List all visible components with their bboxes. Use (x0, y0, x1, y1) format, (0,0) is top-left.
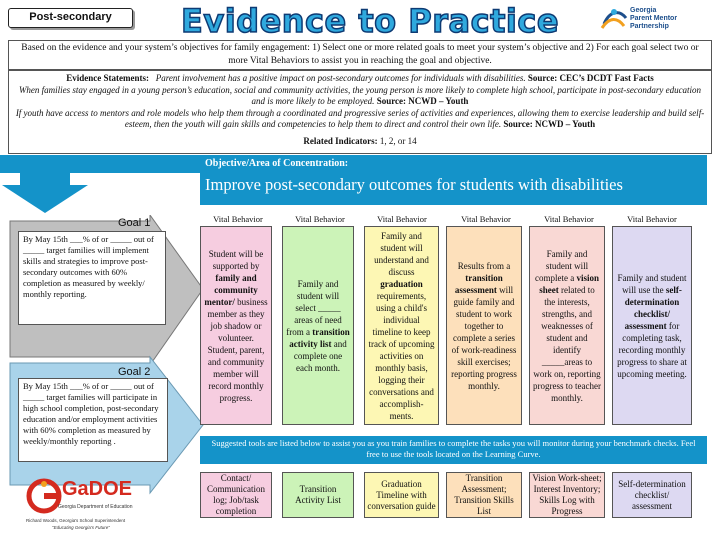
vital-behavior-2: Family and student will select _____ areas of need from a transition activity list and complete one each month. (282, 226, 354, 425)
tool-3: Graduation Timeline with conversation guide (364, 472, 439, 518)
page-title: Evidence to Practice (180, 2, 560, 40)
vital-behavior-5: Family and student will complete a vision sheet related to the interests, strengths, and weaknesses of student and identify _____areas to work on, reporting progress to teacher monthly. (529, 226, 605, 425)
vital-behavior-header-2: Vital Behavior (295, 214, 345, 224)
tool-4: Transition Assessment; Transition Skills List (446, 472, 522, 518)
goal-2-label: Goal 2 (118, 366, 151, 378)
evidence-statement-3: If youth have access to mentors and role models who help them through a coordinated and progressive series of activities and experiences, allowing them to exercise leadership and build self-esteem, then the youth will gain skills and competencies to help them to direct and control their own life. (15, 107, 705, 129)
related-indicators-label: Related Indicators: (303, 135, 378, 146)
partner-logo-icon (600, 6, 628, 34)
goal-1-label: Goal 1 (118, 217, 151, 229)
evidence-statement-1: Parent involvement has a positive impact on post-secondary outcomes for individuals with disabilities. (155, 73, 526, 83)
gadoe-logo (22, 470, 162, 540)
vital-behavior-header-1: Vital Behavior (213, 214, 263, 224)
related-indicators-value: 1, 2, or 14 (379, 135, 417, 146)
tool-6: Self-determination checklist/ assessment (612, 472, 692, 518)
partner-logo (600, 6, 715, 36)
vital-behavior-3: Family and student will understand and discuss graduation requirements, using a child's individual timeline to keep track of upcoming activities on monthly basis, logging their conversations and accomplish-ments. (364, 226, 439, 425)
objective-banner (200, 155, 707, 205)
vital-behavior-header-6: Vital Behavior (627, 214, 677, 224)
gadoe-logo-tagline: "Educating Georgia's Future" (52, 525, 110, 530)
partner-logo-line1: Georgia (630, 7, 657, 14)
vital-behavior-6: Family and student will use the self-determination checklist/ assessment for completing task, recording monthly progress to share at upcoming meeting. (612, 226, 692, 425)
evidence-statement-2: When families stay engaged in a young person’s education, social and community activities, the young person is more likely to complete high school, participate in post-secondary education and is more likely to be employed. (18, 84, 702, 106)
vital-behavior-1: Student will be supported by family and community mentor/ business member as they job shadow or volunteer. Student, parent, and community member will record monthly progress. (200, 226, 272, 425)
tool-5: Vision Work-sheet; Interest Inventory; Skills Log with Progress (529, 472, 605, 518)
vital-behavior-4: Results from a transition assessment will guide family and student to work together to complete a series of work-readiness skill exercises; reporting progress monthly. (446, 226, 522, 425)
tool-2: Transition Activity List (282, 472, 354, 518)
partner-logo-line2: Parent Mentor (630, 15, 678, 22)
evidence-source-1: Source: CEC’s DCDT Fast Facts (527, 73, 654, 83)
goal-2-text: By May 15th ___% of or _____ out of _____ target families will participate in high school completion, post-secondary education and/or employment activities with 60% completion as measured by weekly/monthly reporting . (18, 378, 168, 462)
section-tag: Post-secondary (8, 8, 133, 28)
vital-behavior-header-5: Vital Behavior (544, 214, 594, 224)
tools-banner: Suggested tools are listed below to assist you as you train families to complete the tasks you will monitor during your benchmark checks. Feel free to use the tools located on the Learning Curve. (200, 436, 707, 464)
evidence-source-3: Source: NCWD – Youth (503, 119, 596, 129)
gadoe-logo-line: Richard Woods, Georgia's School Superintendent (26, 518, 126, 523)
objective-label: Objective/Area of Concentration: (205, 158, 349, 169)
intro-box: Based on the evidence and your system’s objectives for family engagement: 1) Select one or more related goals to meet your system’s objective and 2) For each goal select two or more Vital Behaviors to assist you in reaching the goal and objective. (8, 40, 712, 70)
evidence-label: Evidence Statements: (66, 73, 150, 83)
goal-1-text: By May 15th ___% of or _____ out of _____ target families will implement skills and strategies to improve post- secondary outcomes with 60% completion as measured by weekly/ monthly reporting. (18, 231, 166, 325)
tool-1: Contact/ Communication log; Job/task completion (200, 472, 272, 518)
evidence-source-2: Source: NCWD – Youth (376, 96, 469, 106)
evidence-box (8, 70, 712, 154)
vital-behavior-header-3: Vital Behavior (377, 214, 427, 224)
gadoe-logo-icon (24, 476, 64, 516)
vital-behavior-header-4: Vital Behavior (461, 214, 511, 224)
gadoe-logo-subtitle: Georgia Department of Education (58, 504, 133, 510)
down-arrow-graphic (0, 155, 200, 215)
objective-text: Improve post-secondary outcomes for students with disabilities (205, 175, 623, 194)
partner-logo-line3: Partnership (630, 23, 669, 30)
gadoe-logo-name: GaDOE (62, 478, 133, 500)
